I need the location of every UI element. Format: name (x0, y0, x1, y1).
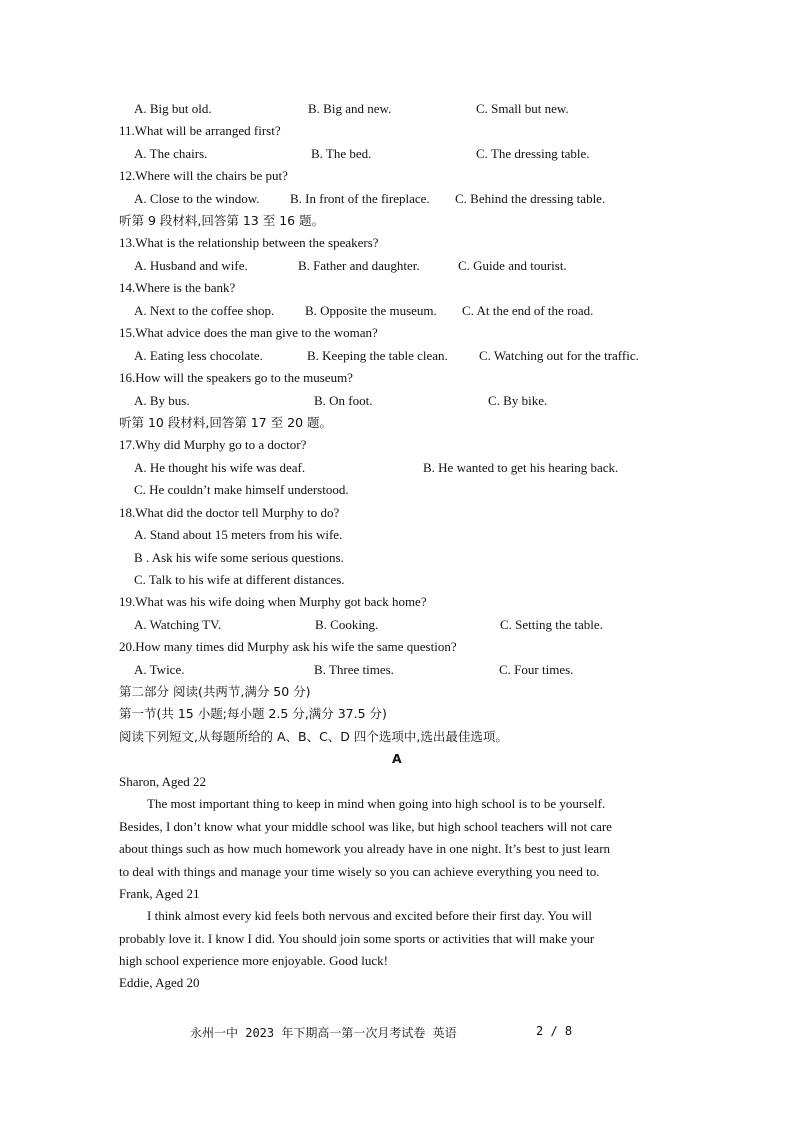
eddie-name: Eddie, Aged 20 (119, 975, 200, 990)
q18-option-a: A. Stand about 15 meters from his wife. (134, 527, 343, 542)
sharon-line: Besides, I don’t know what your middle school was like, but high school teachers will not care (119, 818, 612, 834)
sharon-name: Sharon, Aged 22 (119, 774, 207, 789)
q14-stem: 14.Where is the bank? (119, 280, 236, 295)
q17-option-c: C. He couldn’t make himself understood. (134, 482, 349, 497)
q19-option-c: C. Setting the table. (500, 617, 603, 632)
q15-option-a: A. Eating less chocolate. (134, 348, 263, 363)
footer-exam-title: 永州一中 2023 年下期高一第一次月考试卷 英语 (190, 1026, 457, 1040)
q17-option-b: B. He wanted to get his hearing back. (423, 460, 619, 475)
q12-stem: 12.Where will the chairs be put? (119, 168, 288, 183)
q13-option-a: A. Husband and wife. (134, 258, 248, 273)
q18-option-b: B . Ask his wife some serious questions. (134, 550, 344, 565)
q18-option-c: C. Talk to his wife at different distances. (134, 572, 345, 587)
q11-stem: 11.What will be arranged first? (119, 123, 281, 138)
q10-option-a: A. Big but old. (134, 101, 212, 116)
q10-option-c: C. Small but new. (476, 101, 569, 116)
part-2-heading: 第二部分 阅读(共两节,满分 50 分) (119, 684, 311, 699)
frank-line: I think almost every kid feels both nervous and excited before their first day. You will (147, 908, 593, 923)
q13-option-c: C. Guide and tourist. (458, 258, 567, 273)
q16-stem: 16.How will the speakers go to the museum? (119, 370, 353, 385)
frank-name: Frank, Aged 21 (119, 886, 200, 901)
q19-option-a: A. Watching TV. (134, 617, 222, 632)
q19-stem: 19.What was his wife doing when Murphy got back home? (119, 594, 427, 609)
q18-stem: 18.What did the doctor tell Murphy to do? (119, 505, 340, 520)
q11-option-b: B. The bed. (311, 146, 372, 161)
q10-option-b: B. Big and new. (308, 101, 392, 116)
sharon-paragraph (119, 793, 649, 883)
q15-option-b: B. Keeping the table clean. (307, 348, 448, 363)
q16-option-a: A. By bus. (134, 393, 190, 408)
q14-option-b: B. Opposite the museum. (305, 303, 437, 318)
q12-option-a: A. Close to the window. (134, 191, 260, 206)
q12-option-c: C. Behind the dressing table. (455, 191, 606, 206)
sharon-line: about things such as how much homework you already have in one night. It’s best to just learn (119, 841, 611, 856)
section-10-heading: 听第 10 段材料,回答第 17 至 20 题。 (119, 415, 333, 430)
q11-option-a: A. The chairs. (134, 146, 208, 161)
q17-option-a: A. He thought his wife was deaf. (134, 460, 306, 475)
page-number: 2 / 8 (536, 1024, 573, 1038)
q14-option-c: C. At the end of the road. (462, 303, 594, 318)
q20-option-a: A. Twice. (134, 662, 185, 677)
q15-option-c: C. Watching out for the traffic. (479, 348, 639, 363)
q13-stem: 13.What is the relationship between the speakers? (119, 235, 379, 250)
q12-option-b: B. In front of the fireplace. (290, 191, 430, 206)
q19-option-b: B. Cooking. (315, 617, 379, 632)
q20-option-b: B. Three times. (314, 662, 394, 677)
section-9-heading: 听第 9 段材料,回答第 13 至 16 题。 (119, 213, 325, 228)
q17-stem: 17.Why did Murphy go to a doctor? (119, 437, 307, 452)
passage-letter: A (392, 751, 402, 766)
frank-paragraph (119, 905, 649, 973)
sharon-line: The most important thing to keep in mind when going into high school is to be yourself. (147, 796, 606, 811)
q20-stem: 20.How many times did Murphy ask his wife the same question? (119, 639, 457, 654)
q16-option-b: B. On foot. (314, 393, 373, 408)
reading-instruction: 阅读下列短文,从每题所给的 A、B、C、D 四个选项中,选出最佳选项。 (119, 729, 508, 744)
frank-line: high school experience more enjoyable. Good luck! (119, 953, 388, 968)
frank-line: probably love it. I know I did. You should join some sports or activities that will make your (119, 930, 595, 946)
q14-option-a: A. Next to the coffee shop. (134, 303, 275, 318)
q20-option-c: C. Four times. (499, 662, 574, 677)
part-2-section-1-heading: 第一节(共 15 小题;每小题 2.5 分,满分 37.5 分) (119, 706, 387, 721)
q13-option-b: B. Father and daughter. (298, 258, 420, 273)
q16-option-c: C. By bike. (488, 393, 548, 408)
sharon-line: to deal with things and manage your time wisely so you can achieve everything you need to. (119, 863, 600, 879)
q15-stem: 15.What advice does the man give to the woman? (119, 325, 378, 340)
q11-option-c: C. The dressing table. (476, 146, 590, 161)
